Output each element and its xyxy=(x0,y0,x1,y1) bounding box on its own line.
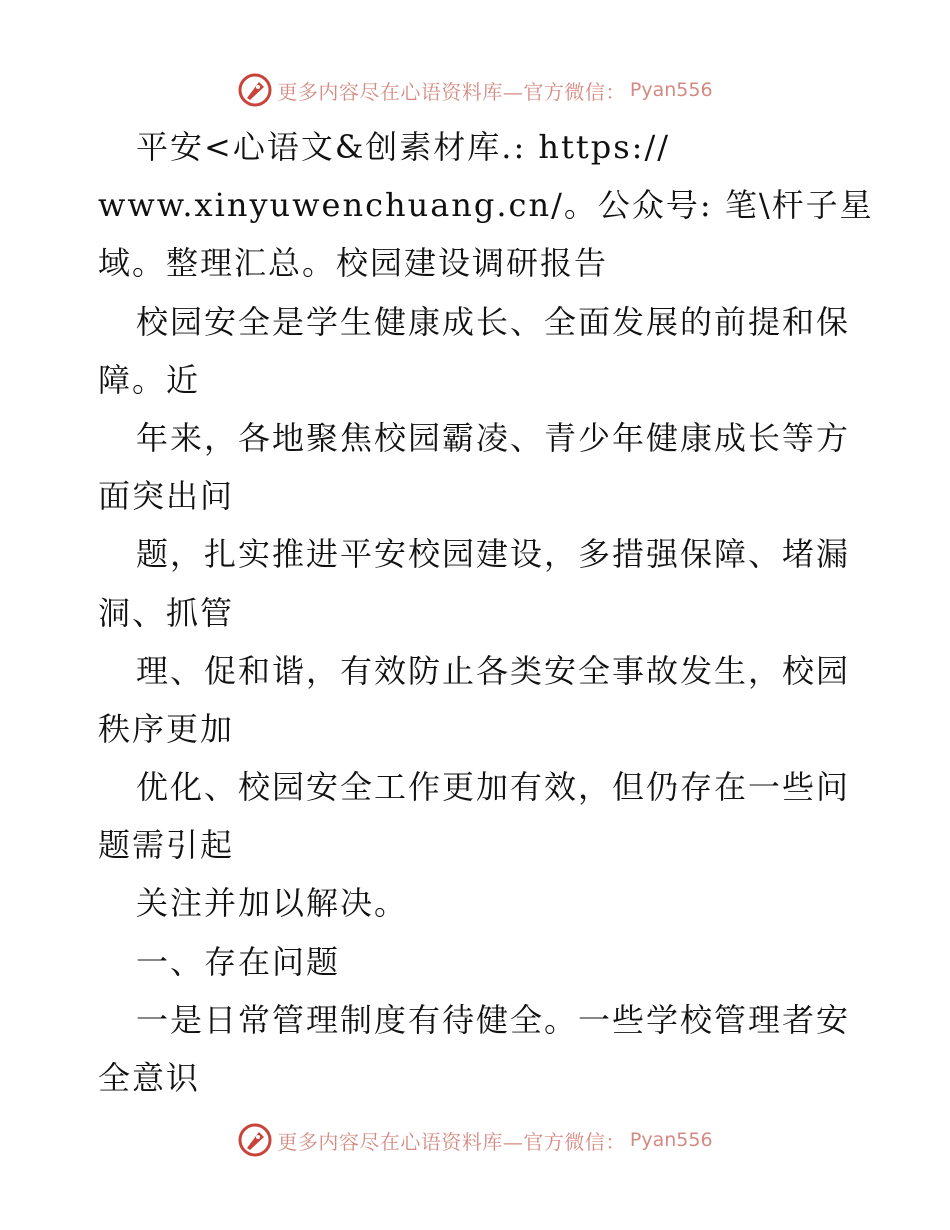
text-line: 关注并加以解决。 xyxy=(136,884,409,923)
text-line: 平安<心语文&创素材库.: https:// xyxy=(136,128,671,166)
text-line: www.xinyuwenchuang.cn/。公众号: 笔\杆子星 xyxy=(98,186,874,225)
watermark-account: Pyan556 xyxy=(629,1129,713,1151)
pen-nib-logo-icon xyxy=(237,1122,273,1158)
watermark-text: 更多内容尽在心语资料库—官方微信： xyxy=(277,1129,626,1154)
text-line: 题，扎实推进平安校园建设，多措强保障、堵漏 xyxy=(136,535,851,574)
watermark-text: 更多内容尽在心语资料库—官方微信： xyxy=(277,79,626,104)
text-line: 优化、校园安全工作更加有效，但仍存在一些问 xyxy=(136,768,851,807)
text-line: 理、促和谐，有效防止各类安全事故发生，校园 xyxy=(136,651,851,690)
text-line: 一是日常管理制度有待健全。一些学校管理者安 xyxy=(136,1000,851,1039)
text-line: 全意识 xyxy=(98,1059,201,1097)
text-line: 域。整理汇总。校园建设调研报告 xyxy=(98,244,609,283)
section-heading: 一、存在问题 xyxy=(136,942,341,981)
text-line: 秩序更加 xyxy=(98,709,235,748)
text-line: 校园安全是学生健康成长、全面发展的前提和保 xyxy=(136,302,851,341)
text-line: 题需引起 xyxy=(98,826,235,865)
text-line: 面突出问 xyxy=(98,477,235,516)
watermark-account: Pyan556 xyxy=(629,79,713,101)
pen-nib-logo-icon xyxy=(237,72,273,108)
text-line: 障。近 xyxy=(98,360,201,399)
document-body xyxy=(98,118,874,1107)
text-line: 年来，各地聚焦校园霸凌、青少年健康成长等方 xyxy=(136,418,851,457)
watermark-banner-bottom xyxy=(0,1120,950,1160)
watermark-banner-top xyxy=(0,70,950,110)
text-line: 洞、抓管 xyxy=(98,593,235,632)
